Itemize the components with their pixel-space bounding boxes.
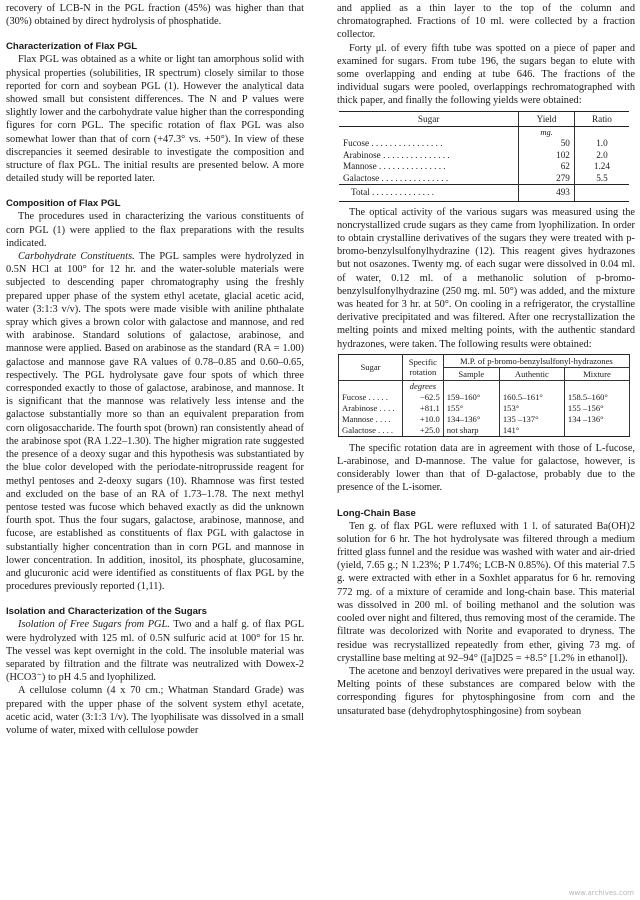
- section-heading: Characterization of Flax PGL: [6, 41, 138, 53]
- table-cell: 134 –136°: [564, 414, 629, 425]
- table-header: Yield: [519, 111, 575, 126]
- paragraph-text: Two and a half g. of flax PGL were hydrolyzed with 125 ml. of 0.5N sulfuric acid at 100° for 15 hr. The vessel was kept overnight in the cold. The insoluble material was separated by filtration and the filtrate was neutralized with Dowex-2 (HCO3⁻) to pH 4.5 and lyophilized.: [6, 619, 305, 684]
- table-cell: Mannose: [343, 161, 377, 172]
- table-cell: 62: [519, 161, 575, 173]
- table-row: Arabinose . . . . . . . . . . . . . . . 102 2.0: [339, 150, 629, 162]
- paragraph: A cellulose column (4 x 70 cm.; Whatman Standard Grade) was prepared with the upper phase of the solvent system ethyl acetate, acetic acid, water (3:1:3 1/v). The lyophilisate was dissolved in a small volume of water, mixed with cellulose powder: [6, 685, 304, 736]
- table-header: Specific rotation: [403, 354, 444, 380]
- right-column: [337, 2, 635, 718]
- table-cell: Arabinose: [342, 402, 378, 413]
- table-cell: 1.0: [574, 138, 629, 150]
- table-cell: 134–136°: [443, 414, 499, 425]
- run-in-heading: Carbohydrate Constituents.: [18, 251, 135, 263]
- table-cell: 102: [519, 150, 575, 162]
- table-cell: Fucose: [342, 391, 367, 402]
- run-in-heading: Isolation of Free Sugars from PGL.: [18, 619, 170, 631]
- table-cell: 158.5–160°: [564, 392, 629, 403]
- left-column: [6, 2, 304, 737]
- table-cell: 141°: [499, 425, 564, 437]
- table-cell: 159–160°: [443, 392, 499, 403]
- table-header: Mixture: [564, 367, 629, 380]
- paragraph: Forty μl. of every fifth tube was spotted on a piece of paper and examined for sugars. From tube 196, the sugars began to elute with some overlapping and ending at tube 646. The fractions of the individual sugars were pooled, overlappings rechromatographed with thick paper, and finally the following yields were obtained:: [337, 42, 635, 107]
- rotation-melting-point-table: [338, 354, 630, 437]
- table-header: Sugar: [339, 354, 403, 380]
- table-cell: [564, 425, 629, 437]
- table-cell: 155°: [443, 403, 499, 414]
- table-row: Mannose . . . . +10.0 134–136° 135 –137° 134 –136°: [339, 414, 630, 425]
- paragraph: [6, 250, 304, 593]
- table-cell: Total: [351, 187, 370, 198]
- table-cell: +81.1: [403, 403, 444, 414]
- table-cell: 1.24: [574, 161, 629, 173]
- table-header: Sample: [443, 367, 499, 380]
- table-cell: −62.5: [403, 392, 444, 403]
- table-cell: Fucose: [343, 138, 370, 149]
- table-cell: 153°: [499, 403, 564, 414]
- table-cell: Galactose: [342, 424, 376, 435]
- sugar-yield-table: [339, 111, 629, 202]
- paragraph: and applied as a thin layer to the top of the column and chromatographed. Fractions of 10 ml. were collected by a fraction collector.: [337, 3, 635, 41]
- table-row: Fucose . . . . . . . . . . . . . . . . 50 1.0: [339, 138, 629, 150]
- table-header: M.P. of p-bromo-benzylsulfonyl-hydrazones: [443, 354, 629, 367]
- table-cell: 135 –137°: [499, 414, 564, 425]
- section-heading: Isolation and Characterization of the Sugars: [6, 606, 207, 618]
- table-cell: 160.5–161°: [499, 392, 564, 403]
- table-cell: 2.0: [574, 150, 629, 162]
- table-cell: +25.0: [403, 425, 444, 437]
- section-heading: Composition of Flax PGL: [6, 198, 121, 210]
- table-cell: 155 –156°: [564, 403, 629, 414]
- table-cell: 50: [519, 138, 575, 150]
- paragraph-text: The PGL samples were hydrolyzed in 0.5N HCl at 100° for 12 hr. and the water-soluble materials were subjected to descending paper chromatography using the freshly prepared upper phase of the system ethyl acetate, glacial acetic acid, water (3:1:3 v/v). The spots were made visible with aniline phthalate spray which gives a brown color with galactose and mannose, and red with arabinose. Standard solutions of galactose, arabinose, and mannose were applied. Based on arabinose as the standard (RA = 1.00) galactose and mannose gave RA values of 0.78–0.85 and 0.60–0.65, respectively. The PGL hydrolysate gave four spots of which three corresponded exactly to those of galactose, arabinose, and mannose. It is significant that the mannose was relatively less intense and the galactose substantially more so than an equivalent preparation from corn oligosaccharide. The fourth spot (brown) ran consistently ahead of the arabinose spot (RA 1.22–1.30). The higher migration rate suggested the presence of a deoxy sugar and this hypothesis was substantiated by the blue color developed with the periodate-nitroprusside reagent for methyl pentoses and 2-deoxy sugars (10). Rhamnose was first tested and excluded on the base of an RA of 1.73–1.78. The next methyl pentose tested was fucose which behaved exactly as did the unknown fourth spot. Thus the four sugars, galactose, arabinose, mannose, and fucose, are established as constituents of flax PGL with galactose in substantially higher concentration than in corn PGL and mannose in lower concentration. In addition, inositol, its phosphate, glucosamine, and glucuronic acid were identified as constituents of flax PGL by the procedures previously reported (1,11).: [6, 251, 304, 593]
- table-cell: Arabinose: [343, 149, 381, 160]
- watermark: www.archives.com: [568, 889, 634, 897]
- table-row: Total . . . . . . . . . . . . . . 493: [339, 185, 629, 202]
- unit-label: degrees: [403, 380, 444, 392]
- table-row: Fucose . . . . . −62.5 159–160° 160.5–161° 158.5–160°: [339, 392, 630, 403]
- paragraph: Flax PGL was obtained as a white or light tan amorphous solid with physical properties (solubilities, IR spectrum) closely similar to those reported for corn and soybean PGL (1). However the analytical data showed small but consistent differences. The N and P values were slightly lower and the carbohydrate value higher than the corresponding figures for corn PGL. The specific rotation of flax PGL was also somewhat lower than that of corn (+47.3° vs. +50°). In view of these discrepancies it seemed desirable to investigate the composition and structure of flax PGL. The initial results are presented below. A more detailed study will be reported later.: [6, 54, 304, 185]
- table-header: Ratio: [574, 111, 629, 126]
- table-cell: Galactose: [343, 172, 380, 183]
- paragraph: The procedures used in characterizing the various constituents of corn PGL (1) were applied to the flax preparations with the results indicated.: [6, 211, 304, 249]
- paragraph: [6, 618, 304, 684]
- table-cell: 5.5: [574, 173, 629, 185]
- table-cell: +10.0: [403, 414, 444, 425]
- table-row: Arabinose . . . . +81.1 155° 153° 155 –156°: [339, 403, 630, 414]
- table-row: Galactose . . . . +25.0 not sharp 141°: [339, 425, 630, 437]
- paragraph: recovery of LCB-N in the PGL fraction (45%) was higher than that (30%) obtained by direct hydrolysis of phosphatide.: [6, 3, 304, 28]
- table-row: Galactose . . . . . . . . . . . . . . . 279 5.5: [339, 173, 629, 185]
- table-header: Authentic: [499, 367, 564, 380]
- table-cell: 493: [519, 185, 575, 202]
- table-cell: not sharp: [443, 425, 499, 437]
- unit-label: mg.: [519, 126, 575, 138]
- paragraph: Ten g. of flax PGL were refluxed with 1 l. of saturated Ba(OH)2 solution for 6 hr. The hot hydrolysate was filtered through a medium fritted glass funnel and the residue was washed with water and air-dried (yield, 7.65 g.; N 1.23%; P 1.74%; LCB-N 0.85%). Of this material 7.5 g. were extracted with ether in a Soxhlet apparatus for 6 hr. removing 772 mg. of a mixture of ceramide and long-chain base. This material was dissolved in 200 ml. of boiling methanol and the solution was cooled over night and filtered, thus removing most of the ceramide. The filtrate was decolorized with Norite and evaporated to dryness. The residue was recrystallized repeatedly from ether, giving 73 mg. of crystalline base melting at 92–94° ([a]D25 = +8.5° [1.2% in ethanol]).: [337, 520, 635, 664]
- table-row: Mannose . . . . . . . . . . . . . . . 62 1.24: [339, 161, 629, 173]
- table-cell: 279: [519, 173, 575, 185]
- table-cell: Mannose: [342, 413, 374, 424]
- paragraph: The optical activity of the various sugars was measured using the noncrystallized crude sugars as they came from lyophilization. In order to obtain crystalline derivatives of the sugars they were treated with p-bromo-benzylsulfonylhydrazine (12). This reagent gives hydrazones but not osazones. Twenty mg. of each sugar were dissolved in 0.04 ml. of water, 0.12 ml. of a methanolic solution of p-bromo-benzylsulfonylhydrazine (250 mg. ml. 50°) was added, and the mixture was heated for 3 hr. at 50°. On cooling in a refrigerator, the crystalline derivative precipitated and was filtered. After one recrystallization the melting points and mixed melting points, with the authentic standard hydrazones, were taken. The following results were obtained:: [337, 206, 635, 350]
- paragraph: The acetone and benzoyl derivatives were prepared in the usual way. Melting points of these substances are compared below with the corresponding figures for phytosphingosine from corn and the unsaturated base (dehydrophytosphingosine) from soybean: [337, 665, 635, 717]
- table-header: Sugar: [339, 111, 519, 126]
- section-heading: Long-Chain Base: [337, 507, 416, 519]
- paragraph: The specific rotation data are in agreement with those of L-fucose, L-arabinose, and D-mannose. The value for galactose, however, is considerably lower than that of D-galactose, probably due to the presence of the L-isomer.: [337, 442, 635, 494]
